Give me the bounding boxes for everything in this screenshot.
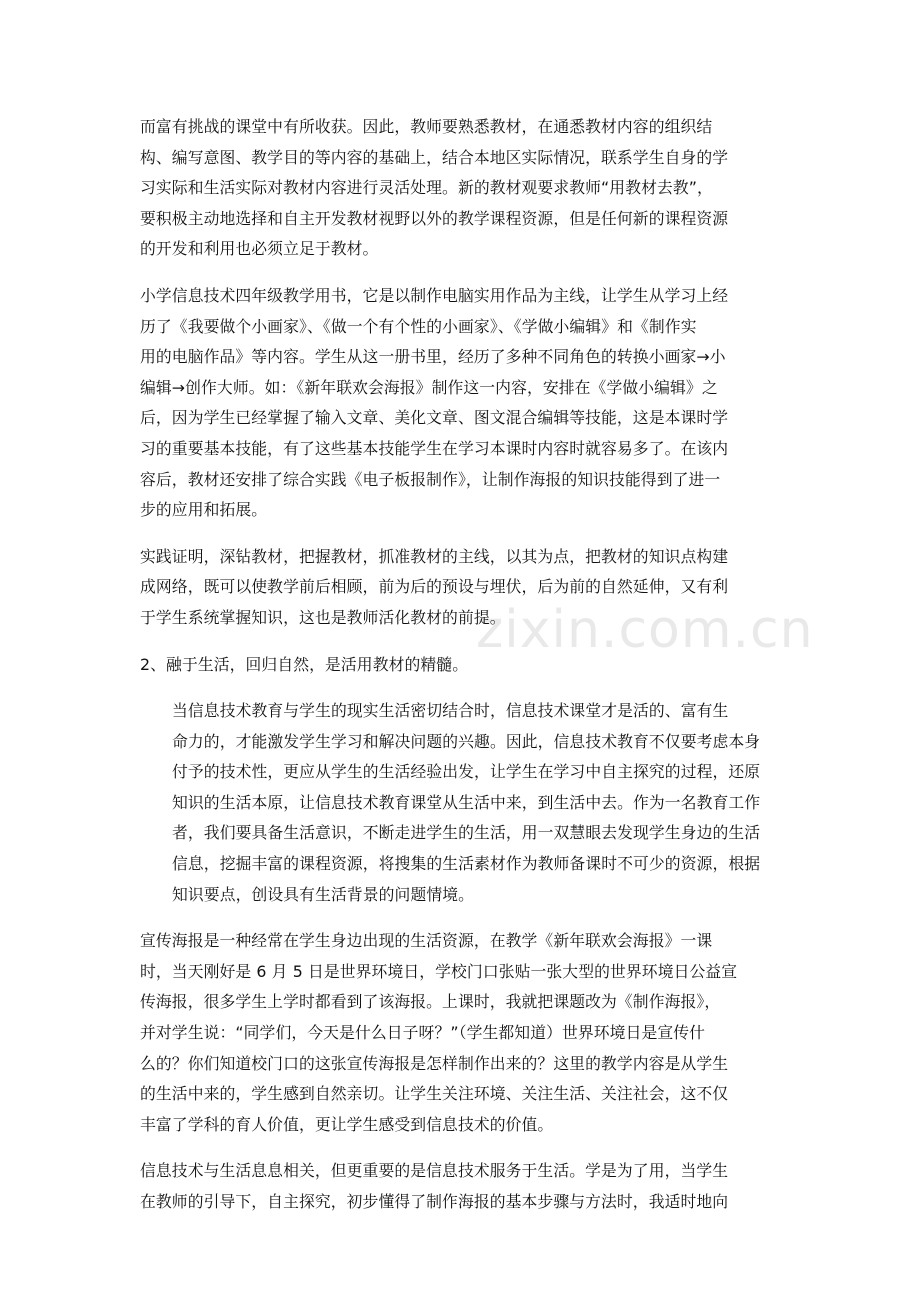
text-line: 而富有挑战的课堂中有所收获。因此，教师要熟悉教材，在通悉教材内容的组织结 [140,117,713,136]
paragraph [140,926,780,1140]
text-line: 宣传海报是一种经常在学生身边出现的生活资源，在教学《新年联欢会海报》一课 [140,931,713,951]
section-heading [140,650,780,681]
text-line: 付予的技术性，更应从学生的生活经验出发，让学生在学习中自主探究的过程，还原 [172,762,761,782]
text-line: 知识要点，创设具有生活背景的问题情境。 [172,884,475,904]
text-line: 当信息技术教育与学生的现实生活密切结合时，信息技术课堂才是活的、富有生 [172,701,729,721]
text-line: 成网络，既可以使教学前后相顾，前为后的预设与埋伏，后为前的自然延伸，又有利 [140,577,729,597]
text-line: 么的？你们知道校门口的这张宣传海报是怎样制作出来的？这里的教学内容是从学生 [140,1053,729,1073]
text-line: 习的重要基本技能，有了这些基本技能学生在学习本课时内容时就容易多了。在该内 [140,438,729,458]
watermark: zixin.com.cn [476,600,814,660]
paragraph [140,112,780,265]
text-line: 步的应用和拓展。 [140,500,268,520]
text-line: 小学信息技术四年级教学用书，它是以制作电脑实用作品为主线，让学生从学习上经 [140,285,729,305]
text-line: 习实际和生活实际对教材内容进行灵活处理。新的教材观要求教师“用教材去教”， [140,178,713,198]
text-line: 2、融于生活，回归自然，是活用教材的精髓。 [140,654,469,674]
text-line: 信息技术与生活息息相关，但更重要的是信息技术服务于生活。学是为了用，当学生 [140,1161,729,1181]
text-line: 在教师的引导下，自主探究，初步懂得了制作海报的基本步骤与方法时，我适时地向 [140,1192,729,1211]
paragraph [140,696,780,910]
paragraph [140,542,780,634]
document-body [140,112,780,1234]
text-line: 编辑→创作大师。如：《新年联欢会海报》制作这一内容，安排在《学做小编辑》之 [140,377,718,397]
text-line: 知识的生活本原，让信息技术教育课堂从生活中来，到生活中去。作为一名教育工作 [172,792,761,812]
text-line: 的生活中来的，学生感到自然亲切。让学生关注环境、关注生活、关注社会，这不仅 [140,1084,729,1104]
text-line: 用的电脑作品》等内容。学生从这一册书里，经历了多种不同角色的转换小画家→小 [140,347,726,367]
text-line: 于学生系统掌握知识，这也是教师活化教材的前提。 [140,607,506,627]
text-line: 历了《我要做个小画家》、《做一个有个性的小画家》、《学做小编辑》和《制作实 [140,316,697,336]
text-line: 者，我们要具备生活意识，不断走进学生的生活，用一双慧眼去发现学生身边的生活 [172,823,761,843]
text-line: 实践证明，深钻教材，把握教材，抓准教材的主线，以其为点，把教材的知识点构建 [140,546,729,566]
text-line: 要积极主动地选择和自主开发教材视野以外的教学课程资源，但是任何新的课程资源 [140,208,729,228]
paragraph [140,281,780,526]
text-line: 的开发和利用也必须立足于教材。 [140,239,379,259]
paragraph [140,1156,780,1217]
text-line: 传海报，很多学生上学时都看到了该海报。上课时，我就把课题改为《制作海报》， [140,992,721,1012]
text-line: 丰富了学科的育人价值，更让学生感受到信息技术的价值。 [140,1114,554,1134]
text-line: 命力的，才能激发学生学习和解决问题的兴趣。因此，信息技术教育不仅要考虑本身 [172,731,761,751]
text-line: 并对学生说：“同学们，今天是什么日子呀？”（学生都知道）世界环境日是宣传什 [140,1023,706,1043]
text-line: 构、编写意图、教学目的等内容的基础上，结合本地区实际情况，联系学生自身的学 [140,147,729,167]
text-line: 时，当天刚好是 6 月 5 日是世界环境日，学校门口张贴一张大型的世界环境日公益宣 [140,961,738,981]
text-line: 后，因为学生已经掌握了输入文章、美化文章、图文混合编辑等技能，这是本课时学 [140,408,729,428]
text-line: 信息，挖掘丰富的课程资源，将搜集的生活素材作为教师备课时不可少的资源，根据 [172,854,761,874]
text-line: 容后，教材还安排了综合实践《电子板报制作》，让制作海报的知识技能得到了进一 [140,469,721,489]
